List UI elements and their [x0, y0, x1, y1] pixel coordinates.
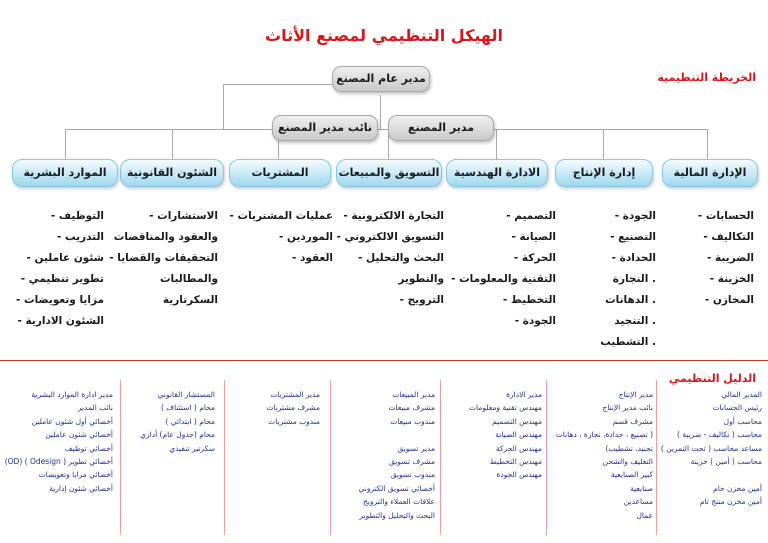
guide-legal	[119, 388, 215, 455]
list-item: السكرتارية	[162, 294, 218, 306]
list-item: التخطيط -	[502, 294, 556, 306]
guide-marketing	[333, 388, 435, 522]
list-item: عمال	[636, 510, 653, 520]
list-item: مدير المشتريات	[270, 390, 320, 399]
list-item: الخزينة -	[709, 273, 754, 285]
list-item: مشرف مشتريات	[266, 403, 320, 413]
list-item: أخصائي أول شئون عاملين	[31, 416, 113, 426]
list-item: التصنيع -	[610, 231, 656, 243]
list-item: أمين مخزن منتج تام	[699, 497, 762, 507]
list-item: محام ( استئناف )	[160, 403, 215, 413]
list-item: نائب مدير الإنتاج	[602, 403, 653, 413]
list-item: الحركة -	[513, 252, 556, 264]
general-manager-box: مدير عام المصنع	[332, 66, 430, 92]
list-item: مندوب تسويق	[390, 470, 435, 480]
list-item: محام (جدول عام) أداري	[140, 430, 215, 440]
list-item: . التنجيد	[614, 315, 656, 327]
list-item: الموردين -	[278, 231, 333, 243]
guide-finance	[658, 388, 762, 509]
list-item: مهندس الحركة	[495, 443, 542, 453]
list-item: الجودة -	[614, 210, 656, 222]
list-item: أخصائي شئون عاملين	[45, 430, 113, 440]
dept-hr-box: الموارد البشرية	[12, 159, 118, 187]
dept-hr-list	[8, 206, 104, 332]
list-item: . النجارة	[612, 273, 656, 285]
list-item: . الدهانات	[605, 294, 656, 306]
dept-finance-list	[658, 206, 754, 311]
list-item: رئيس الحسابات	[712, 403, 762, 413]
dept-marketing-box: التسويق والمبيعات	[336, 159, 442, 187]
list-item: مهندس التصميم	[492, 416, 542, 426]
list-item: التغليف والشحن	[602, 456, 653, 466]
list-item: الشئون الادارية -	[17, 315, 104, 327]
guide-hr	[3, 388, 113, 495]
list-item: والمطالبات	[159, 273, 218, 285]
list-item: مهندس الصيانة	[495, 430, 542, 440]
list-item: أمين مخزن خام	[713, 483, 762, 493]
page-title: الهيكل التنظيمي لمصنع الأثاث	[265, 26, 503, 45]
dept-legal-list	[110, 206, 218, 311]
list-item: تجنيد، تشطيب)	[605, 443, 653, 453]
list-item: التقنية والمعلومات -	[451, 273, 556, 285]
guide-engineering	[444, 388, 542, 482]
list-item: مساعدين	[623, 497, 653, 507]
list-item: التحقيقات والقضايا -	[109, 252, 218, 264]
list-item: الترويج -	[399, 294, 444, 306]
list-item: الضريبة -	[706, 252, 754, 264]
list-item: التكاليف -	[703, 231, 754, 243]
list-item: والعقود والمناقصات	[113, 231, 218, 243]
dept-engineering-box: الادارة الهندسية	[446, 159, 548, 187]
dept-marketing-list	[334, 206, 444, 311]
list-item: شئون عاملين -	[26, 252, 104, 264]
section-divider	[0, 360, 768, 361]
list-item: أخصائي مزايا وتعويضات	[38, 470, 113, 480]
list-item: محاسب أول	[723, 416, 762, 426]
org-guide-label: الدليل التنظيمي	[668, 372, 756, 385]
list-item: التسويق الالكتروني -	[336, 231, 444, 243]
list-item: محاسب ( تكاليف - ضريبة )	[677, 430, 762, 440]
list-item: علاقات العملاء والترويج	[363, 497, 435, 507]
list-item: التجارة الالكترونية -	[343, 210, 444, 222]
list-item	[333, 428, 435, 441]
list-item: الصيانة -	[511, 231, 556, 243]
list-item: العقود -	[291, 252, 333, 264]
list-item: مهندس تقنية ومعلومات	[468, 403, 542, 413]
list-item: سكرتير تنفيذي	[169, 443, 215, 453]
list-item: أخصائي شئون إدارية	[49, 483, 113, 493]
list-item: مدير المبيعات	[392, 390, 435, 399]
dept-production-list	[560, 206, 656, 353]
list-item: والتطوير	[398, 273, 444, 285]
list-item: الحدادة -	[611, 252, 656, 264]
dept-production-box: إدارة الإنتاج	[555, 159, 653, 187]
list-item: المستشار القانوني	[157, 390, 215, 399]
list-item: البحث والتحليل والتطوير	[359, 510, 435, 520]
list-item: أخصائي تسويق الكتروني	[358, 483, 435, 493]
list-item: كبير الصنايعية	[610, 470, 653, 480]
list-item: المدير المالي	[721, 390, 762, 399]
guide-production	[549, 388, 653, 522]
list-item: مدير الإنتاج	[618, 390, 653, 399]
deputy-manager-box: نائب مدير المصنع	[272, 115, 378, 141]
list-item: عمليات المشتريات -	[229, 210, 333, 222]
list-item: . التشطيب	[600, 336, 656, 348]
list-item: أخصائي توظيف	[64, 443, 113, 453]
list-item: المخازن -	[704, 294, 754, 306]
list-item: مدير تسويق	[397, 443, 435, 453]
list-item: الحسابات -	[697, 210, 754, 222]
guide-procurement	[224, 388, 320, 428]
dept-procurement-box: المشتريات	[229, 159, 331, 187]
list-item: صنايعية	[630, 483, 653, 493]
list-item: التصميم -	[506, 210, 556, 222]
list-item: التوظيف -	[50, 210, 104, 222]
list-item: التدريب -	[56, 231, 104, 243]
list-item: مدير الادارة	[506, 390, 542, 399]
list-item: البحث والتحليل -	[357, 252, 444, 264]
list-item: محام ( ابتدائي )	[165, 416, 215, 426]
list-item: أخصائي تطوير ( Odesign ) (OD)	[4, 456, 113, 466]
dept-finance-box: الإدارة المالية	[662, 159, 758, 187]
list-item: مشرف مبيعات	[388, 403, 435, 413]
list-item: الاستشارات -	[149, 210, 218, 222]
dept-engineering-list	[446, 206, 556, 332]
list-item: تطوير تنظيمي -	[20, 273, 104, 285]
list-item: مساعد محاسب ( تحت التمرين )	[660, 443, 762, 453]
list-item: الجودة -	[514, 315, 556, 327]
list-item: مشرف تسويق	[389, 456, 435, 466]
factory-manager-box: مدير المصنع	[388, 115, 494, 141]
list-item: محاسب ( أمين ) خزينة	[690, 456, 762, 466]
dept-legal-box: الشئون القانونية	[120, 159, 224, 187]
list-item: ( تصنيع ، حدادة، نجارة ، دهانات	[555, 430, 653, 440]
list-item: مهندس التخطيط	[489, 456, 542, 466]
list-item: مندوب مشتريات	[268, 416, 320, 426]
list-item: مندوب مبيعات	[390, 416, 435, 426]
dept-procurement-list	[225, 206, 333, 269]
list-item: نائب المدير	[77, 403, 113, 413]
list-item: مدير ادارة الموارد البشرية	[31, 390, 113, 399]
list-item: مشرف قسم	[612, 416, 653, 426]
list-item: مهندس الجودة	[496, 470, 542, 480]
list-item	[658, 468, 762, 481]
org-map-label: الخريطة التنظيمية	[657, 71, 756, 84]
list-item: مزايا وتعويضات -	[16, 294, 104, 306]
